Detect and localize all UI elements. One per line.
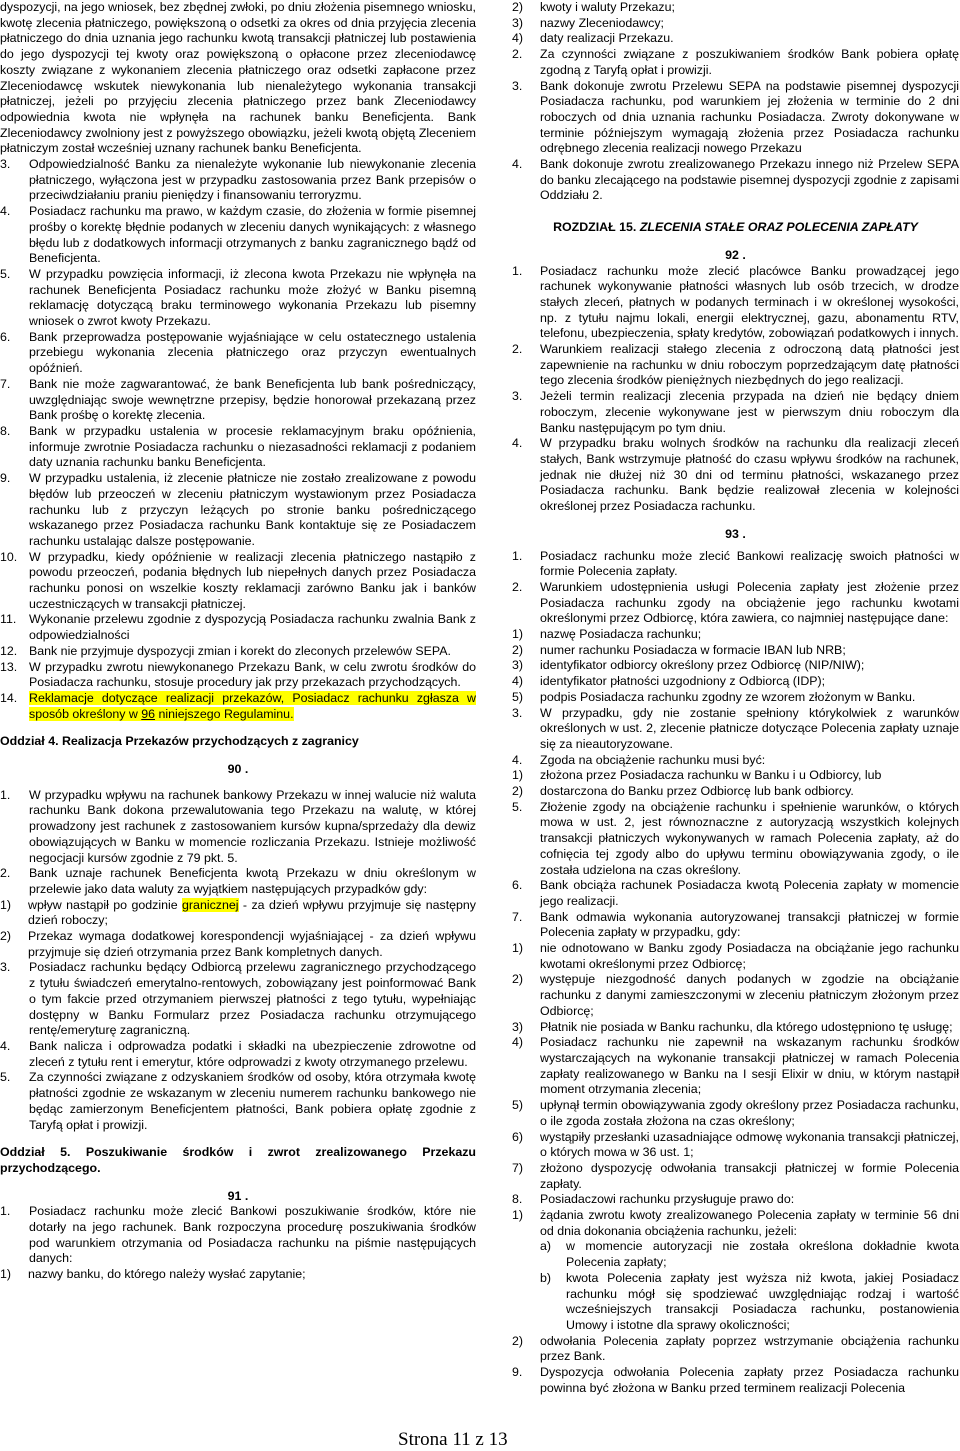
intro-paragraph: dyspozycji, na jego wniosek, bez zbędnej zwłoki, po dniu złożenia pisemnego wniosku, kwotę zlecenia płatniczego, powiększoną o odsetki za okres od dnia przyjęcia zlecenia płatniczego do dnia uznania jego rachunku kwotą transakcji płatniczej lub postawienia do jego dyspozycji tej kwoty oraz powiększoną o opłacone przez zleceniodawcę koszty związane z wykonaniem zlecenia płatniczego oraz odsetki zapłacone przez Zleceniodawcę wskutek niewykonania lub nienależytego wykonania transakcji płatniczej, jeżeli po przyjęciu zlecenia płatniczego przez bank Zleceniodawcy odpowiednia kwota nie wpłynęła na rachunek banku Beneficjenta. Bank Zleceniodawcy zwolniony jest z powyższego obowiązku, jeżeli kwotą objętą Zleceniem płatniczym został wcześniej uznany rachunek banku Beneficjenta. [0, 0, 476, 156]
s90-item-2: 2. Bank uznaje rachunek Beneficjenta kwotą Przekazu w dniu określonym w przelewie jako data waluty za wyjątkiem następujących przypadków gdy: [0, 866, 476, 896]
s93-item-7-sub-4: 4) Posiadacz rachunku nie zapewnił na wskazanym rachunku środków wystarczających na wykonanie transakcji płatniczej w ramach Polecenia zapłaty realizowanego w Banku na I sesji Elixir w dniu, w którym nastąpił moment otrzymania zlecenia; [512, 1035, 959, 1097]
s93-item-2-sub-4: 4) identyfikator płatności uzgodniony z Odbiorcą (IDP); [512, 674, 826, 689]
s93-item-4-sub-2: 2) dostarczona do Banku przez Odbiorcę lub bank odbiorcy. [512, 784, 854, 799]
s93-item-7-sub-6: 6) wystąpiły przesłanki uzasadniające odmowę wykonania transakcji płatniczej, o których mowa w 36 ust. 1; [512, 1129, 959, 1160]
page-number: Strona 11 z 13 [398, 1429, 508, 1450]
s93-item-7-sub-7: 7) złożono dyspozycję odwołania transakcji płatniczej w formie Polecenia zapłaty. [512, 1160, 959, 1191]
s91-item-1-sub-cont-3: 4) daty realizacji Przekazu. [512, 31, 674, 46]
s90-item-1: 1. W przypadku wpływu na rachunek bankowy Przekazu w innej walucie niż waluta rachunku Bank dokona przewalutowania tego Przekazu na walutę, w której prowadzony jest rachunek z zastosowaniem kursów kupna/sprzedaży dla dewiz obowiązujących w Banku w momencie rozliczania Przekazu. Istnieje możliwość negocjacji kursów zgodnie z 79 pkt. 5. [0, 787, 476, 865]
oddzial-4-heading: Oddział 4. Realizacja Przekazów przychodzących z zagranicy [0, 734, 359, 749]
s90-item-2-sub-2: 2) Przekaz wymaga dodatkowej korespondencji wyjaśniającej - za dzień wpływu przyjmuje się dzień otrzymania przez Bank kompletnych danych. [0, 929, 476, 959]
clause-5: 7. Bank nie może zagwarantować, że bank Beneficjenta lub bank pośredniczący, uwzględniając swoje wewnętrzne przepisy, będzie honorował przekazaną przez Bank prośbę o korektę zlecenia. [0, 376, 476, 423]
s93-item-8-1-sub-2: b) kwota Polecenia zapłaty jest wyższa niż kwota, jakiej Posiadacz rachunku mógł się spodziewać uwzględniając rodzaj i wartość wcześniejszych transakcji Posiadacza rachunku, postanowienia Umowy i istotne dla sprawy okoliczności; [540, 1270, 959, 1332]
s93-item-2-sub-3: 3) identyfikator odbiorcy określony przez Odbiorcę (NIP/NIW); [512, 658, 865, 673]
s91-item-2: 3. Bank dokonuje zwrotu Przelewu SEPA na podstawie pisemnej dyspozycji Posiadacza rachunku, pod warunkiem jej złożenia w terminie do 2 dni roboczych od dnia uznania rachunku Posiadacza. Zwroty dokonywane w terminie późniejszym wymagają złożenia przez Posiadacza rachunku odrębnego zlecenia realizacji nowego Przekazu [512, 78, 959, 156]
section-90-number: 90 . [227, 762, 249, 777]
s93-item-2-sub-2: 2) numer rachunku Posiadacza w formacie IBAN lub NRB; [512, 642, 846, 657]
graniczna-highlight: granicznej [182, 897, 239, 912]
s93-item-3: 3. W przypadku, gdy nie zostanie spełniony którykolwiek z warunków określonych w ust. 2, zlecenie płatnicze dotyczące Polecenia zapłaty uznaje się za nieautoryzowane. [512, 705, 959, 751]
clause-3: 5. W przypadku powzięcia informacji, iż zlecona kwota Przekazu nie wpłynęła na rachunek Beneficjenta Posiadacz rachunku może złożyć w Banku pisemną reklamację dotyczącą braku terminowego wykonania Przekazu lub pisemny wniosek o zwrot kwoty Przekazu. [0, 266, 476, 329]
s93-item-2-sub-1: 1) nazwę Posiadacza rachunku; [512, 627, 702, 642]
s91-item-3: 4. Bank dokonuje zwrotu zrealizowanego Przekazu innego niż Przelew SEPA do banku zlecającego na podstawie pisemnej dyspozycji zgodnie z zapisami Oddziału 2. [512, 157, 959, 203]
s93-item-1: 1. Posiadacz rachunku może zlecić Bankowi realizację swoich płatności w formie Polecenia zapłaty. [512, 548, 959, 579]
section-96-link[interactable]: 96 [141, 706, 156, 721]
section-91-number: 91 . [227, 1188, 249, 1203]
oddzial-5-heading: Oddział 5. Poszukiwanie środków i zwrot zrealizowanego Przekazu przychodzącego. [0, 1145, 476, 1175]
s90-item-2-sub-1: 1) wpływ nastąpił po godzinie granicznej - za dzień wpływu przyjmuje się następny dzień roboczy; [0, 897, 476, 928]
s93-item-6: 6. Bank obciąża rachunek Posiadacza kwotą Polecenia zapłaty w momencie jego realizacji. [512, 878, 959, 908]
s91-item-1: 2. Za czynności związane z poszukiwaniem środków Bank pobiera opłatę zgodną z Taryfą opłat i prowizji. [512, 47, 959, 77]
s93-item-2: 2. Warunkiem udostępnienia usługi Polecenia zapłaty jest złożenie przez Posiadacza rachunku zgody na obciążenie jego rachunku kwotami określonymi przez Odbiorcę, która zawiera, co najmniej następujące dane: [512, 579, 959, 626]
section-93-number: 93 . [725, 526, 746, 541]
left-column [0, 0, 476, 1283]
s93-item-7-sub-3: 3) Płatnik nie posiada w Banku rachunku, dla którego udostępniono tę usługę; [512, 1019, 953, 1034]
clause-1: 3. Odpowiedzialność Banku za nienależyte wykonanie lub niewykonanie zlecenia płatniczego, wyłączona jest w przypadku zastosowania przez Bank przepisów o przeciwdziałaniu praniu pieniędzy i finansowaniu terroryzmu. [0, 157, 476, 203]
s93-item-8-1-sub-1: a) w momencie autoryzacji nie została określona dokładnie kwota Polecenia zapłaty; [540, 1239, 959, 1270]
clause-2: 4. Posiadacz rachunku ma prawo, w każdym czasie, do złożenia w formie pisemnej prośby o korektę błędnie podanych w zleceniu danych wynikających: z własnego błędu lub z dodatkowych informacji otrzymanych z banku zagranicznego bądź od Beneficjenta. [0, 204, 476, 266]
s93-item-4: 4. Zgoda na obciążenie rachunku musi być: [512, 752, 766, 767]
s93-item-8-sub-1: 1) żądania zwrotu kwoty zrealizowanego Polecenia zapłaty w terminie 56 dni od dnia dokonania obciążenia rachunku, jeżeli: [512, 1208, 959, 1238]
clause-14-highlight: Reklamacje dotyczące realizacji przekazów, Posiadacz rachunku zgłasza w sposób określony w [29, 690, 476, 721]
clause-14-highlight-end: niniejszego Regulaminu. [155, 706, 294, 721]
right-column [512, 0, 959, 1396]
s90-item-rest-2: 4. Bank nalicza i odprowadza podatki i składki na ubezpieczenie zdrowotne od zleceń z tytułu rent i emerytur, które odprowadzi z kwoty otrzymanego przelewu. [0, 1039, 476, 1069]
s93-item-4-sub-1: 1) złożona przez Posiadacza rachunku w Banku i u Odbiorcy, lub [512, 768, 882, 783]
clause-14: 14. Reklamacje dotyczące realizacji przekazów, Posiadacz rachunku zgłasza w sposób określony w 96 niniejszego Regulaminu. [0, 690, 476, 721]
s90-item-rest-1: 3. Posiadacz rachunku będący Odbiorcą przelewu zagranicznego przychodzącego z tytułu świadczeń emerytalno-rentowych, zobowiązany jest poinformować Bank o tym fakcie przed otrzymaniem pierwszej płatności z tego tytułu, wypełniając dostępny w Banku Formularz przez Posiadacza rachunku otrzymującego rentę/emeryturę zagraniczną. [0, 960, 476, 1038]
s93-item-2-sub-5: 5) podpis Posiadacza rachunku zgodny ze wzorem złożonym w Banku. [512, 689, 916, 704]
s90-item-rest-3: 5. Za czynności związane z odzyskaniem środków od osoby, która otrzymała kwotę płatności zgodnie ze wskazanym w zleceniu numerem rachunku bankowego nie będąc zamierzonym Beneficjentem płatności, Bank pobiera opłatę zgodnie z Taryfą opłat i prowizji. [0, 1070, 476, 1132]
s93-item-7-sub-1: 1) nie odnotowano w Banku zgody Posiadacza na obciążanie jego rachunku kwotami określonymi przez Odbiorcę; [512, 941, 959, 971]
chapter-15-heading: ROZDZIAŁ 15. ZLECENIA STAŁE ORAZ POLECENIA ZAPŁATY [553, 220, 918, 235]
clause-8: 10. W przypadku, kiedy opóźnienie w realizacji zlecenia płatniczego nastąpiło z powodu przeoczeń, podania błędnych lub niepełnych danych przez Posiadacza rachunku ponosi on wszelkie koszty reklamacji zarówno Banku jak i banków uczestniczących w transakcji płatniczej. [0, 549, 476, 611]
s93-item-7-sub-5: 5) upłynął termin obowiązywania zgody określony przez Posiadacza rachunku, o ile zgoda została złożona na czas określony; [512, 1098, 959, 1128]
s91-item-1-sub-cont-2: 3) nazwy Zleceniodawcy; [512, 15, 664, 30]
s93-item-7: 7. Bank odmawia wykonania autoryzowanej transakcji płatniczej w formie Polecenia zapłaty w przypadku, gdy: [512, 909, 959, 940]
clause-6: 8. Bank w przypadku ustalenia w procesie reklamacyjnym braku opóźnienia, informuje zwrotnie Posiadacza rachunku o niezasadności reklamacji z podaniem daty uznania rachunku banku Beneficjenta. [0, 423, 476, 470]
s93-item-7-sub-2: 2) występuje niezgodność danych podanych w zgodzie na obciążanie rachunku z danymi zamieszczonymi w zleceniu płatniczym złożonym przez Odbiorcę; [512, 972, 959, 1018]
clause-7: 9. W przypadku ustalenia, iż zlecenie płatnicze nie zostało zrealizowane z powodu błędów lub przeoczeń w zleceniu płatniczym wystawionym przez Posiadacza rachunku lub z przyczyn leżących po stronie banku pośredniczącego wskazanego przez Posiadacza rachunku Bank kontaktuje się ze Posiadaczem rachunku ustalając dalsze postępowanie. [0, 471, 476, 548]
s93-item-8-sub-2: 2) odwołania Polecenia zapłaty poprzez wstrzymanie obciążenia rachunku przez Bank. [512, 1333, 959, 1364]
clause-10: 12. Bank nie przyjmuje dyspozycji zmian i korekt do zleconych przelewów SEPA. [0, 643, 451, 658]
s92-item-2: 2. Warunkiem realizacji stałego zlecenia z odroczoną datą płatności jest zapewnienie na rachunku w dniu roboczym poprzedzającym datę płatności tego zlecenia środków pieniężnych niezbędnych do jego realizacji. [512, 342, 959, 388]
clause-11: 13. W przypadku zwrotu niewykonanego Przekazu Bank, w celu zwrotu środków do Posiadacza rachunku, stosuje procedury jak przy przekazach przychodzących. [0, 659, 476, 690]
s93-item-5: 5. Złożenie zgody na obciążenie rachunku i spełnienie warunków, o których mowa w ust. 2, jest równoznaczne z autoryzacją wszystkich kolejnych transakcji płatniczych wykonywanych w ramach Polecenia zapłaty, aż do cofnięcia tej zgody albo do upływu terminu obowiązywania zgody, o ile została udzielona na czas określony. [512, 799, 959, 877]
s93-item-9: 9. Dyspozycja odwołania Polecenia zapłaty przez Posiadacza rachunku powinna być złożona w Banku przed terminem realizacji Polecenia [512, 1365, 959, 1395]
s91-item-1-sub-cont-1: 2) kwoty i waluty Przekazu; [512, 0, 675, 14]
s92-item-4: 4. W przypadku braku wolnych środków na rachunku dla realizacji zleceń stałych, Bank wstrzymuje płatność do czasu wpływu środków na rachunek, jednak nie dłużej niż 30 dni od terminu płatności, wskazanego przez Posiadacza rachunku. Bank będzie realizował zlecenia w kolejności określonej przez Posiadacza rachunku. [512, 436, 959, 514]
clause-4: 6. Bank przeprowadza postępowanie wyjaśniające w celu ostatecznego ustalenia przebiegu wykonania zlecenia płatniczego oraz przyczyn ewentualnych opóźnień. [0, 329, 476, 376]
s93-item-8: 8. Posiadaczowi rachunku przysługuje prawo do: [512, 1192, 795, 1207]
section-92-number: 92 . [725, 247, 746, 262]
clause-9: 11. Wykonanie przelewu zgodnie z dyspozycją Posiadacza rachunku zwalnia Bank z odpowiedzialności [0, 612, 476, 643]
s91-item-1: 1. Posiadacz rachunku może zlecić Bankowi poszukiwanie środków, które nie dotarły na jego rachunek. Bank rozpoczyna procedurę poszukiwania środków pod warunkiem otrzymania od Posiadacza rachunku na piśmie następujących danych: [0, 1204, 476, 1266]
s91-item-1-sub-1: 1) nazwy banku, do którego należy wysłać zapytanie; [0, 1267, 306, 1282]
s92-item-1: 1. Posiadacz rachunku może zlecić placówce Banku prowadzącej jego rachunek wykonywanie płatności własnych lub osób trzecich, w drodze stałych zleceń, płatnych w podanych terminach i w określonej wysokości, np. z tytułu najmu lokali, energii elektrycznej, gazu, abonamentu RTV, telefonu, ubezpieczenia, spłaty kredytów, zobowiązań podatkowych i innych. [512, 263, 959, 341]
s92-item-3: 3. Jeżeli termin realizacji zlecenia przypada na dzień nie będący dniem roboczym, zlecenie wykonywane jest w pierwszym dniu roboczym dla Banku następującym po tym dniu. [512, 389, 959, 435]
